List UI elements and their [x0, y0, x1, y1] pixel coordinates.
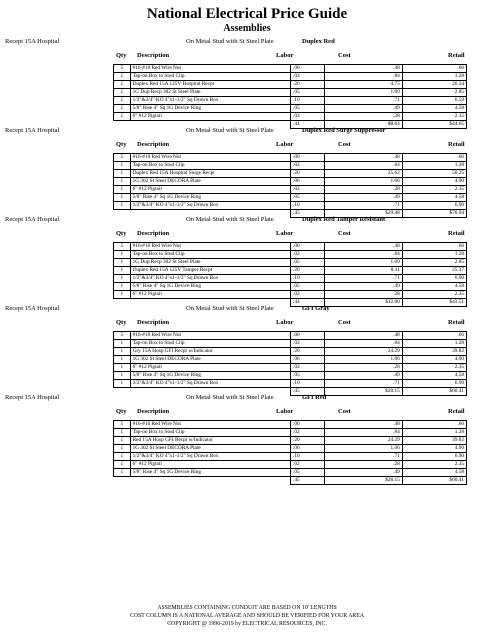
cell-labor: .02 — [291, 364, 325, 372]
cell-desc: 1G 302 St Steel DECORA Plate — [130, 356, 290, 364]
cell-cost: .48 — [325, 332, 403, 340]
cell-cost: .49 — [325, 469, 403, 477]
cell-retail: 4.58 — [402, 194, 466, 202]
cell-qty: 1 — [114, 469, 131, 477]
table-row — [114, 162, 467, 170]
table-row — [114, 178, 467, 186]
total-labor: .45 — [291, 388, 325, 396]
total-cost: $28.15 — [325, 477, 403, 485]
table-row — [114, 65, 467, 73]
cell-cost: 1.06 — [325, 356, 403, 364]
table-row — [114, 469, 467, 477]
cell-qty: 1 — [114, 97, 131, 105]
cell-cost: .48 — [325, 421, 403, 429]
column-header-cost: Cost — [338, 230, 351, 237]
column-headers — [0, 50, 494, 62]
column-header-qty: Qty — [116, 52, 127, 59]
blank-cell — [130, 477, 290, 485]
section-location: Recept 15A Hospital — [5, 38, 60, 45]
cell-qty: 1 — [114, 275, 131, 283]
cell-cost: .28 — [325, 364, 403, 372]
table-row — [114, 243, 467, 251]
cell-qty: 1 — [114, 356, 131, 364]
cell-desc: Tap-on Box to Stud Clip — [130, 340, 290, 348]
cell-retail: 4.90 — [402, 445, 466, 453]
column-header-cost: Cost — [338, 141, 351, 148]
cell-retail: 2.85 — [402, 259, 466, 267]
cell-desc: #16-#10 Red Wire Nut — [130, 243, 290, 251]
cell-desc: Duplex Red 15A 125V Hospital Recpt — [130, 81, 290, 89]
section-header — [0, 214, 494, 225]
cell-retail: 6.90 — [402, 453, 466, 461]
table-row — [114, 429, 467, 437]
cell-qty: 1 — [114, 178, 131, 186]
cell-labor: .20 — [291, 437, 325, 445]
cell-cost: 4.75 — [325, 81, 403, 89]
cell-retail: 4.90 — [402, 356, 466, 364]
cell-qty: 1 — [114, 364, 131, 372]
cell-retail: 4.58 — [402, 372, 466, 380]
cell-cost: 1.06 — [325, 445, 403, 453]
cell-cost: .28 — [325, 461, 403, 469]
column-header-description: Description — [137, 230, 170, 237]
cell-desc: Duplex Red 15A 125V Tamper Recpt — [130, 267, 290, 275]
table-row — [114, 97, 467, 105]
cell-labor: .06 — [291, 178, 325, 186]
cell-desc: 1/2"&3/4" KO 4"x1-1/2" Sq Drawn Box — [130, 202, 290, 210]
total-retail: $43.51 — [402, 299, 466, 307]
cell-retail: 1.28 — [402, 162, 466, 170]
cell-labor: .05 — [291, 259, 325, 267]
cell-retail: 2.35 — [402, 364, 466, 372]
cell-labor: .02 — [291, 162, 325, 170]
assembly-section — [0, 214, 494, 305]
section-header — [0, 303, 494, 314]
cell-labor: .20 — [291, 267, 325, 275]
column-header-labor: Labor — [276, 230, 294, 237]
cell-labor: .20 — [291, 81, 325, 89]
cell-labor: .06 — [291, 356, 325, 364]
cell-qty: 1 — [114, 73, 131, 81]
table-row — [114, 113, 467, 121]
table-row — [114, 73, 467, 81]
cell-labor: .02 — [291, 429, 325, 437]
table-row — [114, 267, 467, 275]
footer-cost-note: COST COLUMN IS A NATIONAL AVERAGE AND SHOULD BE VERIFIED FOR YOUR AREA — [129, 613, 365, 619]
section-mounting: On Metal Stud with St Steel Plate — [186, 305, 274, 312]
column-header-cost: Cost — [338, 52, 351, 59]
table-row — [114, 170, 467, 178]
column-header-description: Description — [137, 408, 170, 415]
cell-retail: 25.37 — [402, 267, 466, 275]
cell-qty: 1 — [114, 162, 131, 170]
cell-cost: .84 — [325, 251, 403, 259]
section-header — [0, 392, 494, 403]
cell-qty: 1 — [114, 186, 131, 194]
cell-qty: 1 — [114, 291, 131, 299]
table-row — [114, 275, 467, 283]
cell-desc: 1G Dup Recp 302 St Steel Plate — [130, 89, 290, 97]
footer-notes — [0, 604, 494, 628]
cell-cost: 1.09 — [325, 259, 403, 267]
cell-labor: .05 — [291, 89, 325, 97]
cell-retail: 2.35 — [402, 113, 466, 121]
table-row — [114, 89, 467, 97]
column-header-labor: Labor — [276, 408, 294, 415]
total-labor: .45 — [291, 477, 325, 485]
cell-qty: 1 — [114, 372, 131, 380]
cell-labor: .06 — [291, 445, 325, 453]
column-header-retail: Retail — [448, 52, 465, 59]
cell-retail: 2.35 — [402, 291, 466, 299]
cell-labor: .10 — [291, 380, 325, 388]
cell-qty: 5 — [114, 243, 131, 251]
cell-desc: 5/8" Rise 4" Sq 1G Device Ring — [130, 372, 290, 380]
cell-retail: 6.90 — [402, 275, 466, 283]
total-retail: $70.94 — [402, 210, 466, 218]
table-row — [114, 283, 467, 291]
totals-row — [114, 477, 467, 485]
column-header-retail: Retail — [448, 408, 465, 415]
cell-desc: Duplex Red 15A Hospital Surge Recpt — [130, 170, 290, 178]
cell-qty: 1 — [114, 380, 131, 388]
column-header-description: Description — [137, 52, 170, 59]
cell-cost: .71 — [325, 453, 403, 461]
cell-desc: #16-#10 Red Wire Nut — [130, 65, 290, 73]
cell-labor: .02 — [291, 113, 325, 121]
footer-conduit-note: ASSEMBLIES CONTAINING CONDUIT ARE BASED ON 10' LENGTHS — [157, 605, 337, 611]
cell-retail: .66 — [402, 243, 466, 251]
page-title: National Electrical Price Guide — [146, 6, 348, 22]
cell-desc: #16-#10 Red Wire Nut — [130, 154, 290, 162]
assembly-section — [0, 392, 494, 483]
total-retail: $60.41 — [402, 477, 466, 485]
cell-desc: 5/8" Rise 4" Sq 1G Device Ring — [130, 194, 290, 202]
cell-qty: 1 — [114, 170, 131, 178]
table-row — [114, 332, 467, 340]
cell-retail: .66 — [402, 421, 466, 429]
cell-labor: .10 — [291, 275, 325, 283]
cell-desc: 6" #12 Pigtail — [130, 461, 290, 469]
cell-retail: 4.58 — [402, 283, 466, 291]
column-header-qty: Qty — [116, 141, 127, 148]
section-mounting: On Metal Stud with St Steel Plate — [186, 394, 274, 401]
table-row — [114, 186, 467, 194]
cell-desc: 1G 302 St Steel DECORA Plate — [130, 445, 290, 453]
cell-cost: 24.29 — [325, 437, 403, 445]
cell-labor: .00 — [291, 65, 325, 73]
column-header-description: Description — [137, 141, 170, 148]
total-cost: $8.64 — [325, 121, 403, 129]
cell-qty: 5 — [114, 154, 131, 162]
cell-desc: 1/2"&3/4" KO 4"x1-1/2" Sq Drawn Box — [130, 97, 290, 105]
cell-desc: 1G 302 St Steel DECORA Plate — [130, 178, 290, 186]
cell-cost: .48 — [325, 65, 403, 73]
column-header-labor: Labor — [276, 141, 294, 148]
table-row — [114, 461, 467, 469]
total-cost: $28.15 — [325, 388, 403, 396]
cell-qty: 1 — [114, 437, 131, 445]
cell-desc: Tap-on Box to Stud Clip — [130, 73, 290, 81]
table-row — [114, 348, 467, 356]
section-mounting: On Metal Stud with St Steel Plate — [186, 216, 274, 223]
cell-desc: 5/8" Rise 4" Sq 1G Device Ring — [130, 283, 290, 291]
blank-cell — [114, 477, 131, 485]
assembly-items-table — [113, 153, 467, 218]
cell-qty: 1 — [114, 267, 131, 275]
cell-qty: 1 — [114, 445, 131, 453]
cell-qty: 1 — [114, 348, 131, 356]
column-header-retail: Retail — [448, 319, 465, 326]
cell-retail: 50.25 — [402, 170, 466, 178]
cell-qty: 5 — [114, 332, 131, 340]
table-row — [114, 445, 467, 453]
cell-retail: 39.82 — [402, 437, 466, 445]
section-mounting: On Metal Stud with St Steel Plate — [186, 38, 274, 45]
cell-retail: 4.58 — [402, 105, 466, 113]
cell-retail: 4.90 — [402, 178, 466, 186]
cell-desc: Tap-on Box to Stud Clip — [130, 251, 290, 259]
table-row — [114, 202, 467, 210]
cell-cost: 8.11 — [325, 267, 403, 275]
cell-qty: 1 — [114, 461, 131, 469]
cell-cost: 1.09 — [325, 89, 403, 97]
cell-cost: 1.06 — [325, 178, 403, 186]
cell-qty: 1 — [114, 453, 131, 461]
cell-qty: 1 — [114, 89, 131, 97]
table-row — [114, 372, 467, 380]
cell-qty: 1 — [114, 429, 131, 437]
cell-qty: 1 — [114, 202, 131, 210]
table-row — [114, 364, 467, 372]
column-header-description: Description — [137, 319, 170, 326]
cell-desc: 1/2"&3/4" KO 4"x1-1/2" Sq Drawn Box — [130, 453, 290, 461]
cell-cost: 24.29 — [325, 348, 403, 356]
cell-retail: 6.90 — [402, 202, 466, 210]
cell-retail: .66 — [402, 65, 466, 73]
cell-desc: Red 15A Hosp GFI Recpt w/Indicator — [130, 437, 290, 445]
table-row — [114, 453, 467, 461]
total-retail: $60.41 — [402, 388, 466, 396]
cell-labor: .05 — [291, 372, 325, 380]
cell-labor: .10 — [291, 202, 325, 210]
cell-cost: .49 — [325, 194, 403, 202]
cell-cost: .49 — [325, 105, 403, 113]
section-assembly-name: Duplex Red Tamper Resistant — [302, 216, 386, 223]
total-labor: .44 — [291, 121, 325, 129]
column-header-qty: Qty — [116, 319, 127, 326]
cell-retail: 1.28 — [402, 429, 466, 437]
column-headers — [0, 317, 494, 329]
cell-cost: .48 — [325, 243, 403, 251]
cell-cost: .84 — [325, 340, 403, 348]
table-row — [114, 380, 467, 388]
assembly-items-table — [113, 420, 467, 485]
cell-desc: 1/2"&3/4" KO 4"x1-1/2" Sq Drawn Box — [130, 275, 290, 283]
cell-cost: .28 — [325, 291, 403, 299]
section-mounting: On Metal Stud with St Steel Plate — [186, 127, 274, 134]
cell-labor: .05 — [291, 469, 325, 477]
cell-labor: .02 — [291, 340, 325, 348]
footer-copyright: COPYRIGHT @ 1996-2019 by ELECTRICAL RESOURCES, INC. — [167, 621, 327, 627]
assembly-section — [0, 303, 494, 394]
page-subtitle: Assemblies — [223, 23, 271, 34]
section-header — [0, 125, 494, 136]
table-row — [114, 194, 467, 202]
cell-qty: 1 — [114, 283, 131, 291]
table-row — [114, 154, 467, 162]
cell-retail: 1.28 — [402, 340, 466, 348]
cell-labor: .10 — [291, 97, 325, 105]
section-location: Recept 15A Hospital — [5, 216, 60, 223]
column-header-cost: Cost — [338, 319, 351, 326]
column-header-labor: Labor — [276, 319, 294, 326]
column-headers — [0, 406, 494, 418]
cell-labor: .00 — [291, 154, 325, 162]
column-header-labor: Labor — [276, 52, 294, 59]
cell-labor: .20 — [291, 170, 325, 178]
cell-labor: .05 — [291, 283, 325, 291]
assembly-items-table — [113, 64, 467, 129]
cell-labor: .20 — [291, 348, 325, 356]
section-assembly-name: Duplex Red — [302, 38, 335, 45]
cell-labor: .10 — [291, 453, 325, 461]
cell-retail: 6.90 — [402, 380, 466, 388]
cell-labor: .05 — [291, 105, 325, 113]
cell-qty: 1 — [114, 81, 131, 89]
cell-desc: 6" #12 Pigtail — [130, 113, 290, 121]
cell-cost: .48 — [325, 154, 403, 162]
section-assembly-name: GFI Red — [302, 394, 327, 401]
cell-desc: #16-#10 Red Wire Nut — [130, 332, 290, 340]
table-row — [114, 105, 467, 113]
cell-cost: .71 — [325, 202, 403, 210]
cell-labor: .02 — [291, 251, 325, 259]
cell-qty: 5 — [114, 65, 131, 73]
column-headers — [0, 228, 494, 240]
column-header-qty: Qty — [116, 230, 127, 237]
cell-retail: 1.28 — [402, 251, 466, 259]
cell-cost: .28 — [325, 113, 403, 121]
cell-retail: .66 — [402, 154, 466, 162]
table-row — [114, 259, 467, 267]
cell-desc: #16-#10 Red Wire Nut — [130, 421, 290, 429]
cell-cost: .71 — [325, 380, 403, 388]
cell-qty: 1 — [114, 259, 131, 267]
cell-labor: .00 — [291, 332, 325, 340]
cell-qty: 1 — [114, 251, 131, 259]
column-header-qty: Qty — [116, 408, 127, 415]
cell-labor: .02 — [291, 291, 325, 299]
assembly-items-table — [113, 331, 467, 396]
cell-retail: .66 — [402, 332, 466, 340]
cell-qty: 5 — [114, 421, 131, 429]
column-header-retail: Retail — [448, 230, 465, 237]
cell-cost: .84 — [325, 429, 403, 437]
column-headers — [0, 139, 494, 151]
cell-labor: .00 — [291, 421, 325, 429]
cell-desc: Tap-on Box to Stud Clip — [130, 162, 290, 170]
cell-retail: 2.35 — [402, 461, 466, 469]
table-row — [114, 251, 467, 259]
cell-retail: 1.28 — [402, 73, 466, 81]
total-labor: .44 — [291, 299, 325, 307]
cell-retail: 2.85 — [402, 89, 466, 97]
total-retail: $44.65 — [402, 121, 466, 129]
cell-desc: Tap-on Box to Stud Clip — [130, 429, 290, 437]
total-cost: $29.48 — [325, 210, 403, 218]
cell-desc: 6" #12 Pigtail — [130, 291, 290, 299]
cell-qty: 1 — [114, 105, 131, 113]
section-assembly-name: GFI Gray — [302, 305, 330, 312]
cell-retail: 26.34 — [402, 81, 466, 89]
section-assembly-name: Duplex Red Surge Suppressor — [302, 127, 386, 134]
cell-labor: .02 — [291, 73, 325, 81]
cell-qty: 1 — [114, 194, 131, 202]
cell-qty: 1 — [114, 113, 131, 121]
assembly-section — [0, 36, 494, 127]
cell-cost: .49 — [325, 283, 403, 291]
table-row — [114, 291, 467, 299]
table-row — [114, 356, 467, 364]
cell-labor: .05 — [291, 194, 325, 202]
cell-cost: .49 — [325, 372, 403, 380]
cell-desc: Gry 15A Hosp GFI Recpt w/Indicator — [130, 348, 290, 356]
cell-retail: 4.58 — [402, 469, 466, 477]
cell-retail: 2.35 — [402, 186, 466, 194]
cell-desc: 1/2"&3/4" KO 4"x1-1/2" Sq Drawn Box — [130, 380, 290, 388]
assembly-section — [0, 125, 494, 216]
cell-desc: 6" #12 Pigtail — [130, 186, 290, 194]
cell-desc: 5/8" Rise 4" Sq 1G Device Ring — [130, 105, 290, 113]
assembly-items-table — [113, 242, 467, 307]
cell-labor: .00 — [291, 243, 325, 251]
table-row — [114, 421, 467, 429]
cell-desc: 5/8" Rise 4" Sq 1G Device Ring — [130, 469, 290, 477]
table-row — [114, 340, 467, 348]
cell-cost: .71 — [325, 275, 403, 283]
cell-desc: 6" #12 Pigtail — [130, 364, 290, 372]
section-location: Recept 15A Hospital — [5, 394, 60, 401]
cell-retail: 39.82 — [402, 348, 466, 356]
column-header-retail: Retail — [448, 141, 465, 148]
cell-cost: .84 — [325, 73, 403, 81]
cell-qty: 1 — [114, 340, 131, 348]
section-location: Recept 15A Hospital — [5, 305, 60, 312]
cell-retail: 6.59 — [402, 97, 466, 105]
cell-desc: 1G Dup Recp 302 St Steel Plate — [130, 259, 290, 267]
section-location: Recept 15A Hospital — [5, 127, 60, 134]
cell-cost: .71 — [325, 97, 403, 105]
cell-labor: .02 — [291, 461, 325, 469]
table-row — [114, 437, 467, 445]
total-labor: .45 — [291, 210, 325, 218]
cell-labor: .02 — [291, 186, 325, 194]
cell-cost: .84 — [325, 162, 403, 170]
section-header — [0, 36, 494, 47]
column-header-cost: Cost — [338, 408, 351, 415]
table-row — [114, 81, 467, 89]
cell-cost: .28 — [325, 186, 403, 194]
cell-cost: 25.62 — [325, 170, 403, 178]
total-cost: $12.00 — [325, 299, 403, 307]
